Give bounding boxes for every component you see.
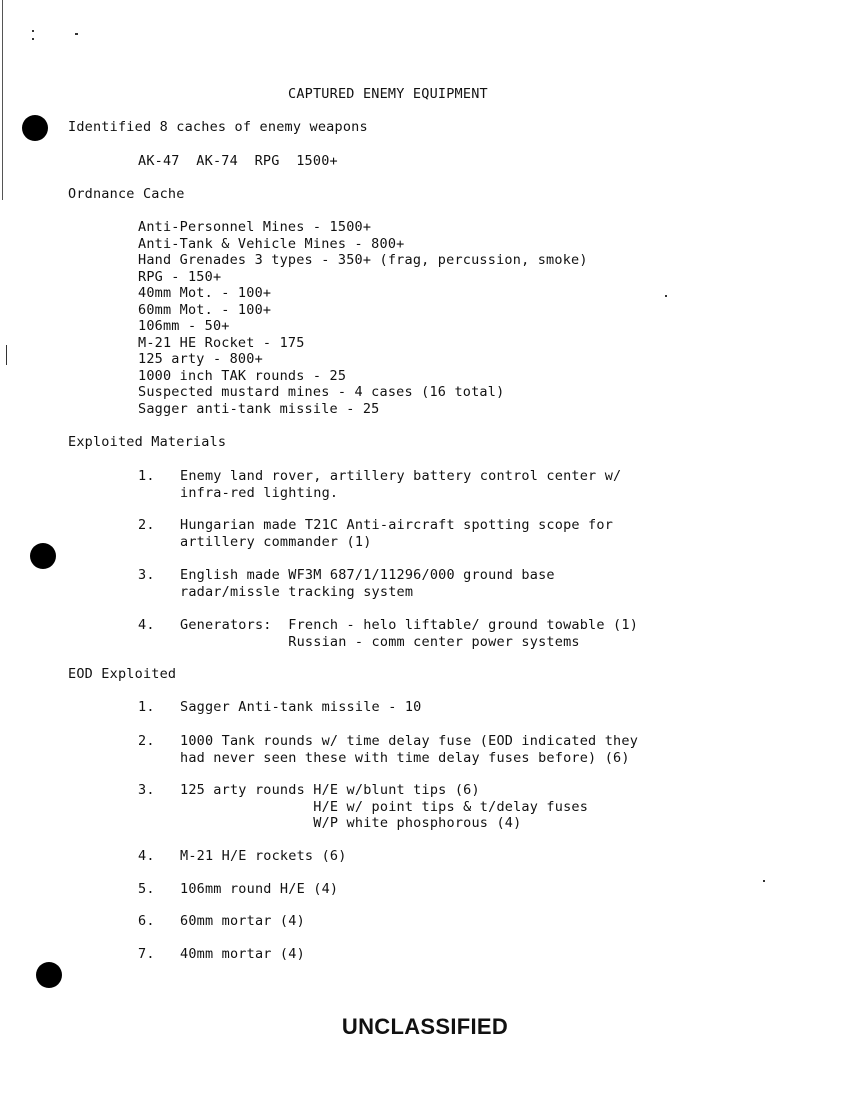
item-number: 3. xyxy=(138,567,155,583)
scan-speck xyxy=(32,38,34,40)
scan-speck xyxy=(32,30,34,32)
item-line: 1000 Tank rounds w/ time delay fuse (EOD indicated they xyxy=(180,733,639,749)
list-item: 125 arty - 800+ xyxy=(138,351,263,367)
scan-speck xyxy=(665,295,667,297)
eod-heading: EOD Exploited xyxy=(68,666,177,682)
scan-speck xyxy=(6,345,7,365)
item-line: 40mm mortar (4) xyxy=(180,946,305,962)
list-item: RPG - 150+ xyxy=(138,268,222,285)
item-line: English made WF3M 687/1/11296/000 ground base xyxy=(180,567,555,583)
list-item: 1000 inch TAK rounds - 25 xyxy=(138,367,347,384)
list-item: 60mm Mot. - 100+ xyxy=(138,301,272,318)
ordnance-heading: Ordnance Cache xyxy=(68,186,185,202)
list-item: Anti-Personnel Mines - 1500+ xyxy=(138,219,372,235)
item-number: 2. xyxy=(138,733,155,749)
item-line: radar/missle tracking system xyxy=(180,584,414,600)
scan-edge-line xyxy=(2,0,3,200)
list-item: Suspected mustard mines - 4 cases (16 total) xyxy=(138,384,505,400)
page-title: CAPTURED ENEMY EQUIPMENT xyxy=(288,86,488,102)
punch-hole-bottom xyxy=(36,962,62,988)
list-item: 106mm - 50+ xyxy=(138,318,230,334)
item-line: 125 arty rounds H/E w/blunt tips (6) xyxy=(180,782,480,798)
item-number: 3. xyxy=(138,782,155,798)
item-line: Sagger Anti-tank missile - 10 xyxy=(180,699,422,715)
item-line: M-21 H/E rockets (6) xyxy=(180,848,347,864)
item-number: 4. xyxy=(138,617,155,633)
list-item: Anti-Tank & Vehicle Mines - 800+ xyxy=(138,235,405,252)
item-line: Generators: French - helo liftable/ ground towable (1) xyxy=(180,617,639,633)
item-number: 1. xyxy=(138,468,155,484)
item-line: 106mm round H/E (4) xyxy=(180,881,339,897)
exploited-heading: Exploited Materials xyxy=(68,434,227,450)
caches-heading: Identified 8 caches of enemy weapons xyxy=(68,119,368,135)
item-number: 2. xyxy=(138,517,155,533)
item-line: W/P white phosphorous (4) xyxy=(180,815,522,831)
scan-speck xyxy=(763,880,765,882)
item-number: 1. xyxy=(138,699,155,715)
item-number: 4. xyxy=(138,848,155,864)
list-item: Sagger anti-tank missile - 25 xyxy=(138,400,380,417)
weapons-line: AK-47 AK-74 RPG 1500+ xyxy=(138,153,338,169)
item-number: 5. xyxy=(138,881,155,897)
item-line: H/E w/ point tips & t/delay fuses xyxy=(180,798,589,815)
item-line: 60mm mortar (4) xyxy=(180,913,305,929)
punch-hole-top xyxy=(22,115,48,141)
item-line: artillery commander (1) xyxy=(180,534,372,550)
list-item: 40mm Mot. - 100+ xyxy=(138,285,272,301)
item-line: Russian - comm center power systems xyxy=(180,634,580,650)
classification-marking: UNCLASSIFIED xyxy=(341,1014,509,1039)
punch-hole-middle xyxy=(30,543,56,569)
list-item: Hand Grenades 3 types - 350+ (frag, percussion, smoke) xyxy=(138,252,588,268)
item-line: Hungarian made T21C Anti-aircraft spotting scope for xyxy=(180,517,614,533)
item-line: had never seen these with time delay fuses before) (6) xyxy=(180,749,630,766)
item-number: 6. xyxy=(138,913,155,929)
item-line: Enemy land rover, artillery battery control center w/ xyxy=(180,468,622,484)
item-line: infra-red lighting. xyxy=(180,485,339,501)
scan-speck xyxy=(75,33,78,35)
list-item: M-21 HE Rocket - 175 xyxy=(138,334,305,351)
item-number: 7. xyxy=(138,946,155,962)
